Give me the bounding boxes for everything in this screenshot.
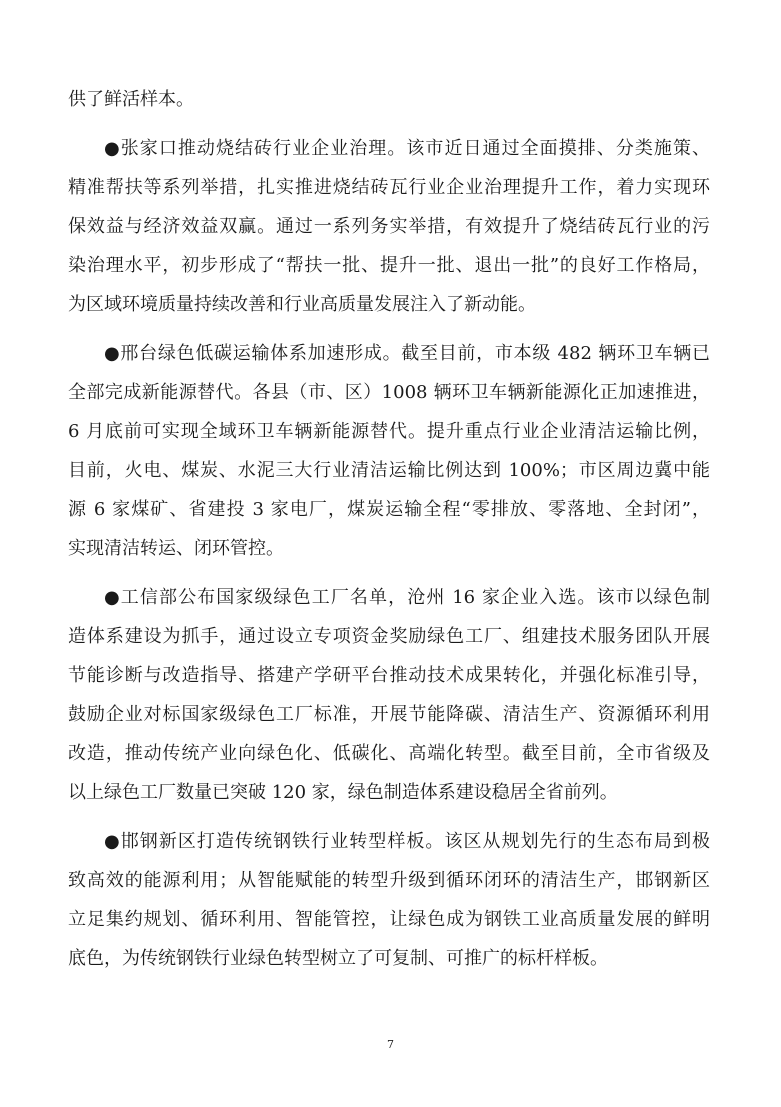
text-line: ●张家口推动烧结砖行业企业治理。该市近日通过全面摸排、分类施策、: [104, 138, 710, 159]
text-line: 染治理水平，初步形成了“帮扶一批、提升一批、退出一批”的良好工作格局，: [68, 255, 710, 276]
text-line: 供了鲜活样本。: [68, 89, 194, 110]
paragraph-xingtai: [68, 334, 710, 568]
text-line: 实现清洁转运、闭环管控。: [68, 538, 284, 559]
text-line: 6 月底前可实现全域环卫车辆新能源替代。提升重点行业企业清洁运输比例，: [68, 421, 710, 442]
text-line: 致高效的能源利用；从智能赋能的转型升级到循环闭环的清洁生产，邯钢新区: [68, 870, 710, 891]
page-number: 7: [387, 1038, 394, 1051]
text-line: ●邢台绿色低碳运输体系加速形成。截至目前，市本级 482 辆环卫车辆已: [104, 343, 710, 364]
text-line: 目前，火电、煤炭、水泥三大行业清洁运输比例达到 100%；市区周边冀中能: [68, 460, 710, 481]
text-line: 保效益与经济效益双赢。通过一系列务实举措，有效提升了烧结砖瓦行业的污: [68, 216, 710, 237]
text-line: 全部完成新能源替代。各县（市、区）1008 辆环卫车辆新能源化正加速推进，: [68, 382, 710, 403]
paragraph-intro-tail: [68, 80, 710, 119]
text-line: 改造，推动传统产业向绿色化、低碳化、高端化转型。截至目前，全市省级及: [68, 743, 710, 764]
text-line: 底色，为传统钢铁行业绿色转型树立了可复制、可推广的标杆样板。: [68, 948, 608, 969]
paragraph-cangzhou: [68, 578, 710, 812]
text-line: 立足集约规划、循环利用、智能管控，让绿色成为钢铁工业高质量发展的鲜明: [68, 909, 710, 930]
text-line: 源 6 家煤矿、省建投 3 家电厂，煤炭运输全程“零排放、零落地、全封闭”，: [68, 499, 710, 520]
text-line: 为区域环境质量持续改善和行业高质量发展注入了新动能。: [68, 294, 536, 315]
text-line: 造体系建设为抓手，通过设立专项资金奖励绿色工厂、组建技术服务团队开展: [68, 626, 710, 647]
text-line: 以上绿色工厂数量已突破 120 家，绿色制造体系建设稳居全省前列。: [68, 782, 618, 803]
text-line: 精准帮扶等系列举措，扎实推进烧结砖瓦行业企业治理提升工作，着力实现环: [68, 177, 710, 198]
paragraph-zhangjiakou: [68, 129, 710, 324]
text-line: ●工信部公布国家级绿色工厂名单，沧州 16 家企业入选。该市以绿色制: [104, 587, 710, 608]
paragraph-hangang: [68, 822, 710, 978]
text-line: 节能诊断与改造指导、搭建产学研平台推动技术成果转化，并强化标准引导，: [68, 665, 710, 686]
text-line: ●邯钢新区打造传统钢铁行业转型样板。该区从规划先行的生态布局到极: [104, 831, 710, 852]
document-body: [68, 80, 710, 988]
text-line: 鼓励企业对标国家级绿色工厂标准，开展节能降碳、清洁生产、资源循环利用: [68, 704, 710, 725]
